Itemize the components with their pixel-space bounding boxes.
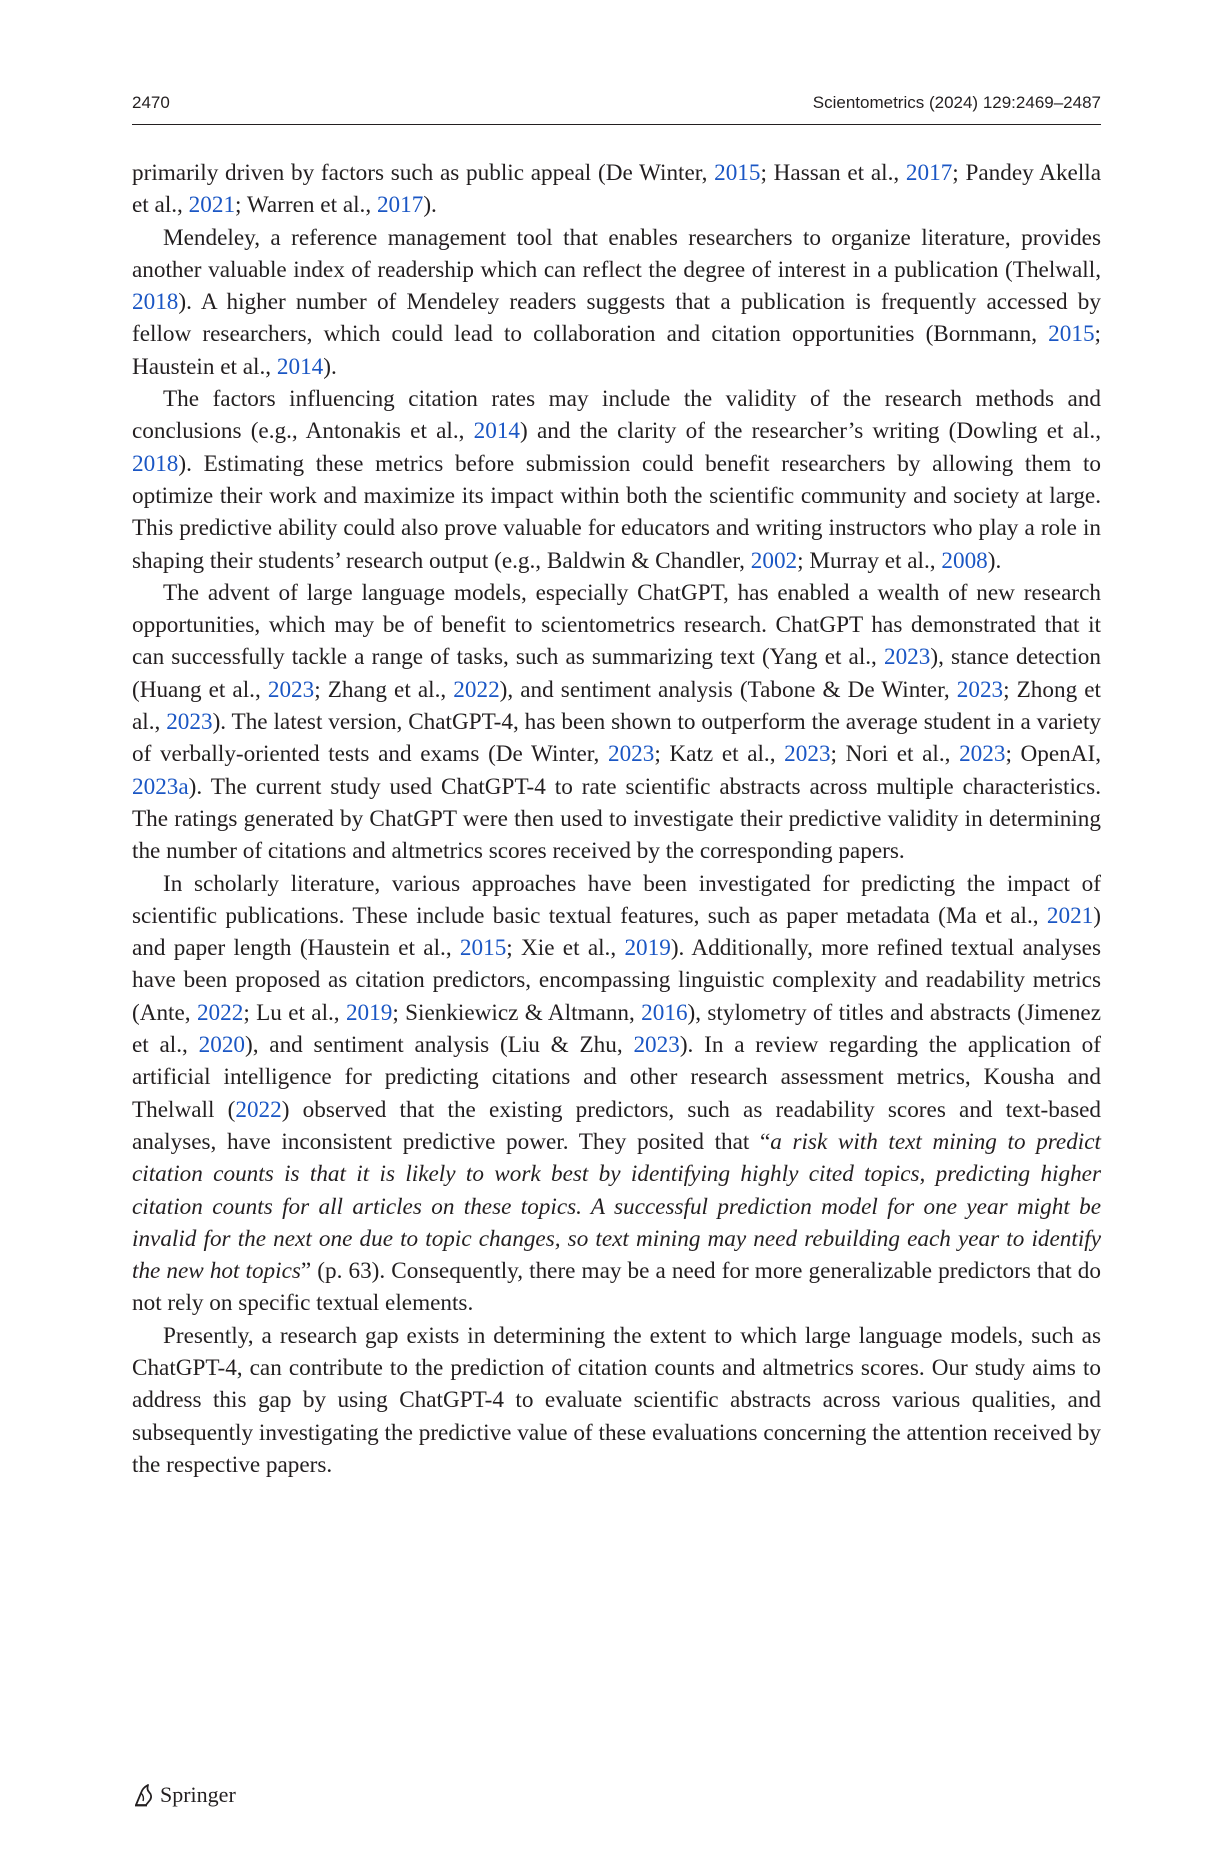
text-run: ; Sienkiewicz & Altmann, (392, 999, 642, 1026)
text-run: ), stylometry of titles and abstracts (Jimenez et al., (132, 999, 1101, 1059)
citation-year-link[interactable]: 2023 (633, 1032, 680, 1059)
text-run: ; Lu et al., (243, 999, 346, 1026)
text-run: Mendeley, a reference management tool that enables researchers to organize literature, provides another valuable index of readership which can reflect the degree of interest in a publication (Thelwall, (132, 224, 1101, 283)
text-run: ; Pandey Akella et al., (132, 160, 1102, 219)
quoted-text: a risk with text mining to predict citation counts is that it is likely to work best by identifying highly cited topics, predicting higher citation counts for all articles on these topics. A successful prediction model for one year might be invalid for the next one due to topic changes, so text mining may need rebuilding each year to identify the new hot topics (132, 1128, 1101, 1285)
text-run: ). (987, 547, 1002, 574)
text-run: ; Nori et al., (830, 741, 960, 768)
citation-year-link[interactable]: 2023a (132, 773, 189, 800)
paragraph (132, 577, 1101, 868)
paragraph (132, 868, 1101, 1320)
citation-year-link[interactable]: 2023 (166, 709, 213, 736)
text-run: ; Xie et al., (506, 935, 625, 962)
text-run: Presently, a research gap exists in determining the extent to which large language models, such as ChatGPT-4, can contribute to the prediction of citation counts and altmetrics scores. Our study aims to address this gap by using ChatGPT-4 to evaluate scientific abstracts across various qualities, and subsequently investigating the predictive value of these evaluations concerning the attention received by the respective papers. (132, 1322, 1101, 1478)
text-run: ). A higher number of Mendeley readers suggests that a publication is frequently accessed by fellow researchers, which could lead to collaboration and citation opportunities (Bornmann, (132, 289, 1101, 348)
header-rule (132, 124, 1101, 125)
text-run: ; Warren et al., (235, 192, 377, 219)
citation-year-link[interactable]: 2019 (345, 999, 393, 1026)
text-run: ; Murray et al., (797, 547, 942, 574)
citation-year-link[interactable]: 2023 (883, 644, 931, 671)
citation-year-link[interactable]: 2022 (196, 999, 244, 1026)
paragraph (132, 383, 1101, 577)
text-run: ), and sentiment analysis (Tabone & De Winter, (499, 676, 957, 703)
text-run: ). Estimating these metrics before submission could benefit researchers by allowing them to optimize their work and maximize its impact within both the scientific community and society at large. This predictive ability could also prove valuable for educators and writing instructors who play a role in shaping their students’ research output (e.g., Baldwin & Chandler, (132, 450, 1101, 574)
text-run: ). Additionally, more refined textual analyses have been proposed as citation predictors, encompassing linguistic complexity and readability metrics (Ante, (132, 935, 1101, 1026)
citation-year-link[interactable]: 2018 (132, 450, 179, 477)
citation-year-link[interactable]: 2019 (624, 935, 671, 962)
citation-year-link[interactable]: 2015 (459, 935, 507, 962)
text-run: The factors influencing citation rates may include the validity of the research methods and conclusions (e.g., Antonakis et al., (132, 386, 1101, 445)
citation-year-link[interactable]: 2017 (376, 192, 424, 219)
citation-year-link[interactable]: 2014 (276, 353, 324, 380)
text-run: ; Hassan et al., (760, 160, 906, 186)
text-run: ). (323, 353, 337, 380)
text-run: ; OpenAI, (1005, 741, 1101, 768)
citation-year-link[interactable]: 2021 (188, 192, 236, 219)
citation-year-link[interactable]: 2008 (941, 547, 988, 574)
text-run: ; Katz et al., (654, 741, 785, 768)
citation-year-link[interactable]: 2023 (956, 676, 1004, 703)
citation-year-link[interactable]: 2023 (267, 676, 315, 703)
text-run: ; Zhang et al., (314, 676, 454, 703)
citation-year-link[interactable]: 2014 (473, 418, 521, 445)
citation-year-link[interactable]: 2021 (1046, 902, 1094, 929)
citation-year-link[interactable]: 2016 (641, 999, 688, 1026)
journal-citation: Scientometrics (2024) 129:2469–2487 (812, 93, 1101, 112)
citation-year-link[interactable]: 2023 (784, 741, 831, 768)
citation-year-link[interactable]: 2023 (607, 741, 655, 768)
text-run: primarily driven by factors such as public appeal (De Winter, (132, 160, 715, 186)
citation-year-link[interactable]: 2022 (235, 1096, 282, 1123)
citation-year-link[interactable]: 2018 (132, 289, 179, 316)
publisher-name: Springer (160, 1782, 236, 1807)
citation-year-link[interactable]: 2022 (453, 676, 500, 703)
text-run: ; Haustein et al., (132, 321, 1101, 380)
springer-horse-icon (132, 1783, 154, 1807)
text-run: The advent of large language models, especially ChatGPT, has enabled a wealth of new research opportunities, which may be of benefit to scientometrics research. ChatGPT has demonstrated that it can successfully tackle a range of tasks, such as summarizing text (Yang et al., (132, 579, 1101, 671)
text-run: ), and sentiment analysis (Liu & Zhu, (245, 1032, 634, 1059)
text-run: ). The current study used ChatGPT-4 to rate scientific abstracts across multiple characteristics. The ratings generated by ChatGPT were then used to investigate their predictive validity in determining the number of citations and altmetrics scores received by the corresponding papers. (132, 773, 1101, 865)
text-run: In scholarly literature, various approaches have been investigated for predicting the impact of scientific publications. These include basic textual features, such as paper metadata (Ma et al., (132, 870, 1101, 929)
page-number: 2470 (132, 93, 170, 112)
article-body (132, 157, 1101, 1481)
springer-logo (132, 1782, 236, 1808)
citation-year-link[interactable]: 2002 (750, 547, 798, 574)
citation-year-link[interactable]: 2015 (714, 160, 761, 186)
text-run: ” (p. 63). Consequently, there may be a need for more generalizable predictors that do not rely on specific textual elements. (132, 1258, 1101, 1317)
citation-year-link[interactable]: 2015 (1048, 321, 1095, 348)
paragraph (132, 157, 1101, 222)
citation-year-link[interactable]: 2017 (905, 160, 953, 186)
citation-year-link[interactable]: 2020 (198, 1032, 245, 1059)
text-run: ) and paper length (Haustein et al., (132, 902, 1101, 962)
text-run: ), stance detection (Huang et al., (132, 644, 1101, 703)
citation-year-link[interactable]: 2023 (959, 741, 1006, 768)
paragraph (132, 1320, 1101, 1481)
text-run: ) observed that the existing predictors, such as readability scores and text-based analyses, have inconsistent predictive power. They posited that “ (132, 1096, 1102, 1155)
text-run: ). (423, 192, 437, 219)
text-run: ) and the clarity of the researcher’s writing (Dowling et al., (520, 418, 1101, 445)
text-run: ; Zhong et al., (132, 676, 1101, 736)
paragraph (132, 222, 1101, 383)
text-run: ). The latest version, ChatGPT-4, has been shown to outperform the average student in a variety of verbally-oriented tests and exams (De Winter, (132, 709, 1102, 768)
text-run: ). In a review regarding the application of artificial intelligence for predicting citations and other research assessment metrics, Kousha and Thelwall ( (132, 1032, 1101, 1123)
